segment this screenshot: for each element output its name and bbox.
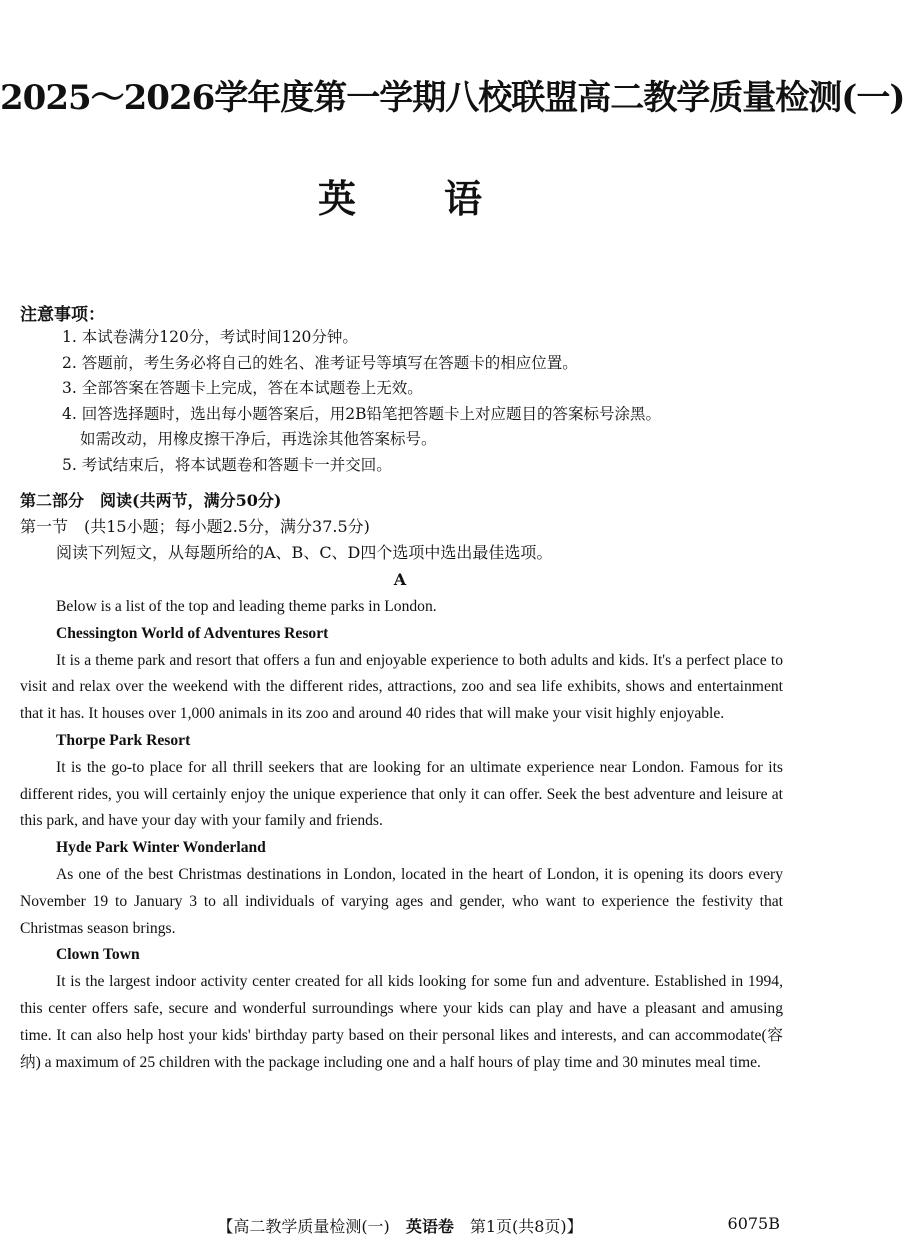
footer-page-info: 第1页(共8页)】 [453, 1217, 583, 1236]
notice-item: 5. 考试结束后，将本试题卷和答题卡一并交回。 [62, 455, 392, 474]
passage-intro: Below is a list of the top and leading theme parks in London. [56, 598, 437, 615]
page-footer [0, 1214, 800, 1237]
notice-item: 3. 全部答案在答题卡上完成，答在本试题卷上无效。 [62, 379, 423, 397]
notice-item: 4. 回答选择题时，选出每小题答案后，用2B铅笔把答题卡上对应题目的答案标号涂黑。 [62, 404, 661, 423]
passage-letter: A [393, 570, 407, 589]
park-name: Thorpe Park Resort [56, 731, 191, 749]
park-description: As one of the best Christmas destinations in London, located in the heart of London, it is opening its doors every November 19 to January 3 to all individuals of varying ages and gender, who want to experience the festivity that Christmas season brings. [20, 865, 783, 937]
reading-instruction: 阅读下列短文，从每题所给的A、B、C、D四个选项中选出最佳选项。 [56, 543, 553, 562]
notice-item-continuation: 如需改动，用橡皮擦干净后，再选涂其他答案标号。 [80, 430, 437, 448]
park-description: It is the go-to place for all thrill seekers that are looking for an ultimate experience near London. Famous for its different rides, you will certainly enjoy the unique experience that only it can offer. Seek the best adventure and leisure at this park, and have your day with your family and friends. [20, 758, 783, 830]
footer-prefix: 【高二教学质量检测(一) [217, 1217, 406, 1236]
subject-title: 英语 [317, 176, 570, 221]
park-name: Hyde Park Winter Wonderland [56, 839, 266, 857]
passage-body [20, 594, 783, 1076]
part-heading: 第二部分 阅读(共两节，满分50分) [20, 491, 282, 510]
park-name: Chessington World of Adventures Resort [56, 624, 329, 642]
park-name: Clown Town [56, 946, 140, 964]
notice-item: 1. 本试卷满分120分，考试时间120分钟。 [62, 328, 358, 346]
notice-heading: 注意事项： [20, 305, 105, 325]
park-description: It is the largest indoor activity center created for all kids looking for some fun and adventure. Established in 1994, this center offers safe, secure and wonderful surroundings where your kids can play and have a pleasant and amusing time. It can also help host your kids' birthday party based on their personal likes and interests, and can accommodate(容纳) a maximum of 25 children with the package including one and a half hours of play time and 30 minutes meal time. [20, 973, 783, 1071]
notice-list [62, 325, 792, 478]
park-description: It is a theme park and resort that offers a fun and enjoyable experience to both adults and kids. It's a perfect place to visit and relax over the weekend with the different rides, attractions, zoo and sea life exhibits, shows and entertainment that it has. It houses over 1,000 animals in its zoo and around 40 rides that will make your visit highly enjoyable. [20, 651, 783, 723]
section-heading: 第一节 (共15小题；每小题2.5分，满分37.5分) [20, 517, 370, 536]
exam-title: 2025～2026学年度第一学期八校联盟高二教学质量检测(一) [0, 78, 904, 118]
footer-subject: 英语卷 [405, 1217, 454, 1236]
notice-item: 2. 答题前，考生务必将自己的姓名、准考证号等填写在答题卡的相应位置。 [62, 353, 578, 372]
paper-code: 6075B [727, 1214, 780, 1233]
